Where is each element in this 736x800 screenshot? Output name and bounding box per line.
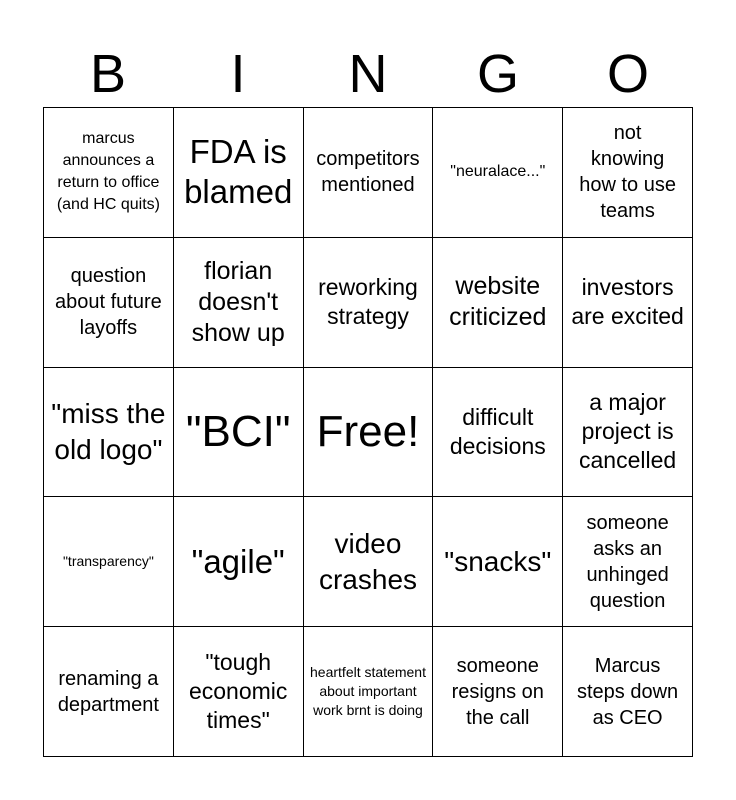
bingo-cell-r1c5[interactable] [563,108,693,238]
cell-text: "transparency" [62,553,154,570]
bingo-cell-r4c5[interactable] [563,497,693,627]
cell-text: difficult decisions [449,403,546,459]
cell-text: heartfelt statement about important work brnt is doing [310,664,426,719]
bingo-cell-r5c3[interactable] [304,627,434,757]
bingo-cell-r5c4[interactable] [433,627,563,757]
header-letter-b: B [89,44,127,104]
cell-text: "neuralace..." [450,163,546,181]
cell-text: website criticized [449,272,547,332]
bingo-cell-r2c3[interactable] [304,238,434,368]
bingo-cell-r4c3[interactable] [304,497,434,627]
cell-text: "agile" [191,542,285,580]
cell-text: reworking strategy [318,274,418,330]
cell-text: renaming a department [57,667,159,716]
cell-text: marcus announces a return to office (and HC quits) [56,130,160,214]
cell-text: "miss the old logo" [51,397,166,465]
header-letter-g: G [476,44,519,104]
bingo-cell-r2c2[interactable] [174,238,304,368]
cell-text: not knowing how to use teams [579,122,676,223]
cell-text: competitors mentioned [316,148,420,197]
bingo-cell-r4c4[interactable] [433,497,563,627]
free-space-cell[interactable] [304,368,434,498]
bingo-cell-r1c3[interactable] [304,108,434,238]
header-letter-i: I [230,44,246,104]
bingo-cell-r3c4[interactable] [433,368,563,498]
cell-text: someone asks an unhinged question [586,511,669,612]
header-letter-n: N [348,44,388,104]
cell-text: Marcus steps down as CEO [577,654,679,729]
cell-text: "tough economic times" [188,649,288,734]
bingo-cell-r4c1[interactable] [44,497,174,627]
bingo-board [43,107,693,757]
cell-text: video crashes [318,527,418,595]
bingo-cell-r5c2[interactable] [174,627,304,757]
bingo-cell-r2c1[interactable] [44,238,174,368]
header-letter-o: O [606,44,649,104]
cell-text: FDA is blamed [184,133,293,211]
bingo-cell-r2c4[interactable] [433,238,563,368]
bingo-header [43,40,693,108]
cell-text: someone resigns on the call [451,654,544,729]
cell-text: florian doesn't show up [191,256,285,347]
cell-text: "snacks" [444,545,552,577]
bingo-cell-r5c1[interactable] [44,627,174,757]
bingo-cell-r1c4[interactable] [433,108,563,238]
free-space-label: Free! [316,406,420,456]
bingo-cell-r1c2[interactable] [174,108,304,238]
bingo-cell-r4c2[interactable] [174,497,304,627]
cell-text: "BCI" [185,406,291,456]
bingo-cell-r3c5[interactable] [563,368,693,498]
cell-text: a major project is cancelled [579,389,677,474]
bingo-cell-r3c2[interactable] [174,368,304,498]
cell-text: question about future layoffs [55,265,162,340]
bingo-cell-r3c1[interactable] [44,368,174,498]
bingo-cell-r1c1[interactable] [44,108,174,238]
bingo-cell-r2c5[interactable] [563,238,693,368]
bingo-cell-r5c5[interactable] [563,627,693,757]
cell-text: investors are excited [571,274,684,330]
